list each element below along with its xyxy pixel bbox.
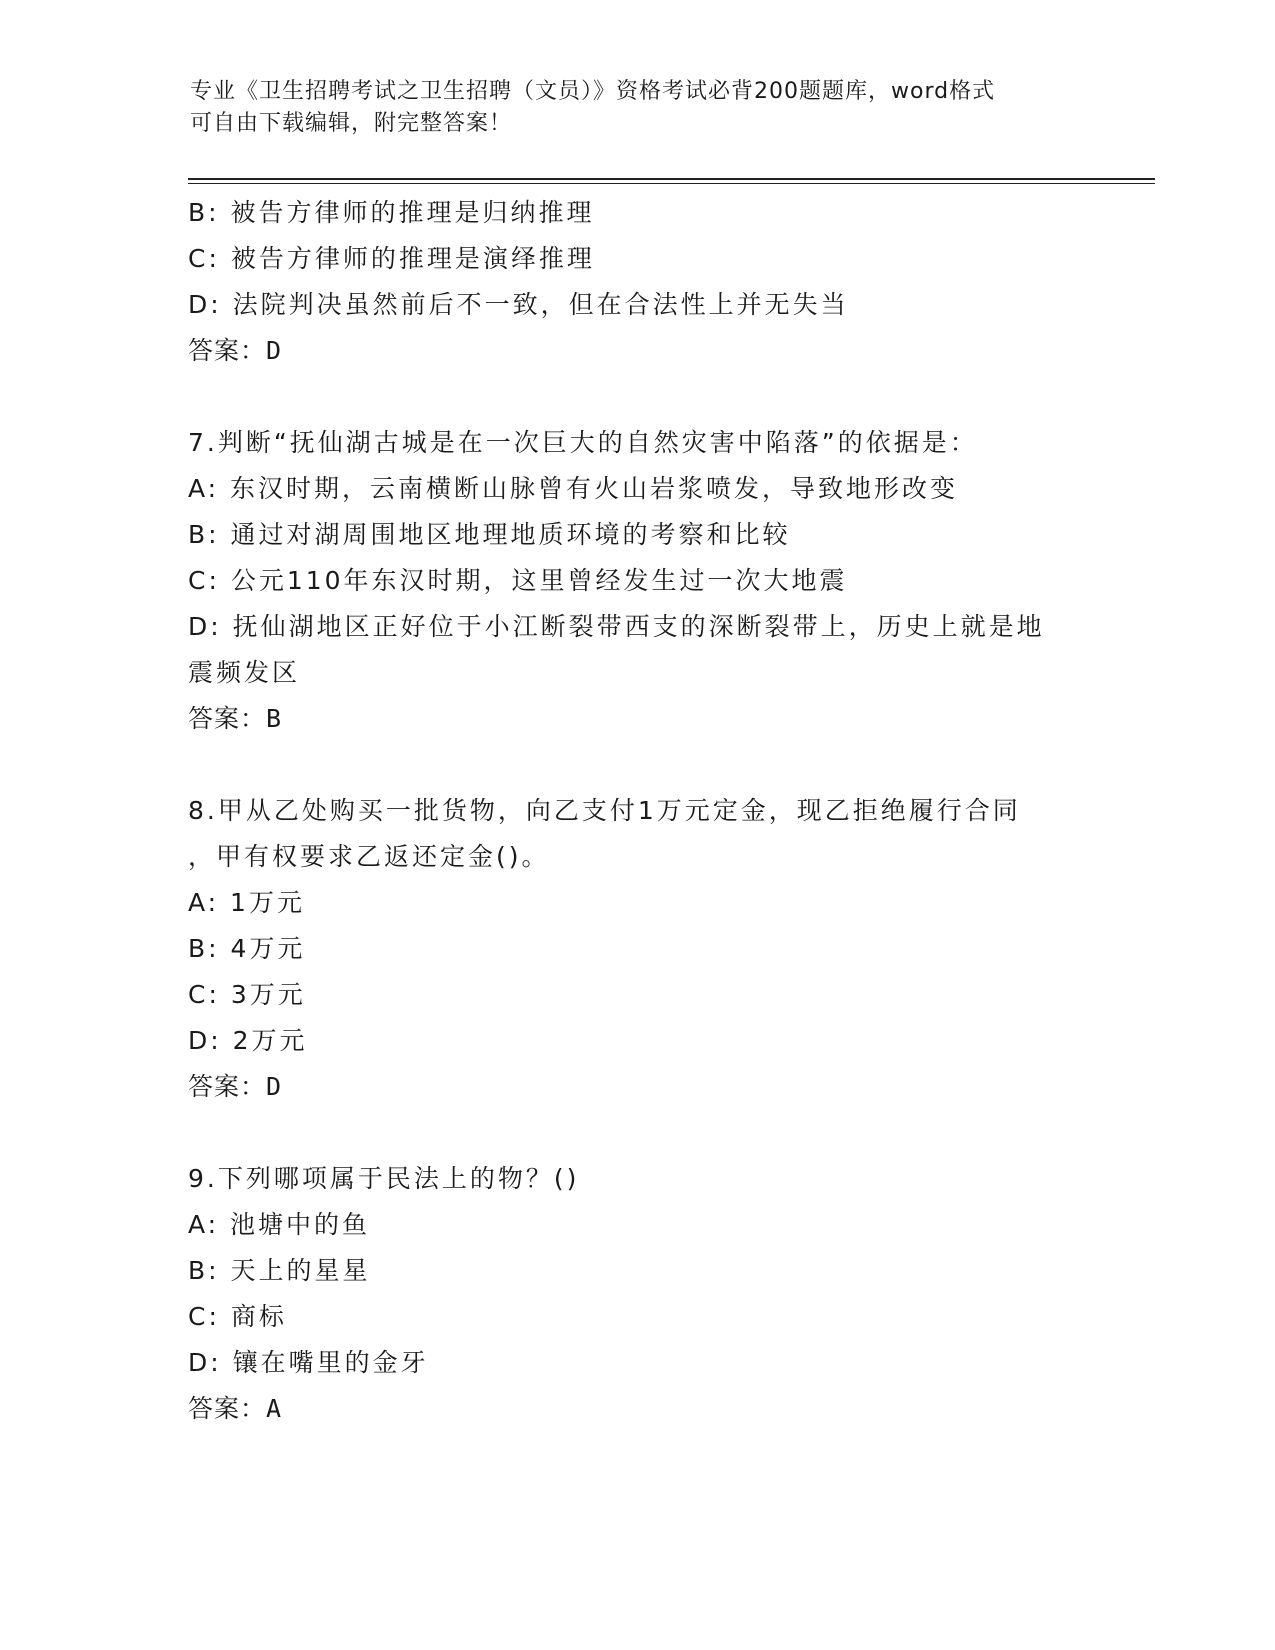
option-c: C: 被告方律师的推理是演绎推理 bbox=[188, 244, 595, 273]
option-b: B: 通过对湖周围地区地理地质环境的考察和比较 bbox=[188, 520, 791, 549]
answer-value: A bbox=[266, 1394, 283, 1423]
option-c: C: 商标 bbox=[188, 1302, 287, 1331]
header-line-2: 可自由下载编辑，附完整答案！ bbox=[190, 111, 513, 136]
option-a: A: 东汉时期，云南横断山脉曾有火山岩浆喷发，导致地形改变 bbox=[188, 474, 959, 503]
option-b: B: 天上的星星 bbox=[188, 1256, 371, 1285]
option-d: D: 镶在嘴里的金牙 bbox=[188, 1348, 429, 1377]
answer-line bbox=[188, 696, 1088, 742]
answer-value: B bbox=[266, 704, 283, 733]
question-stem: 7.判断“抚仙湖古城是在一次巨大的自然灾害中陷落”的依据是： bbox=[188, 428, 978, 457]
option-c: C: 公元110年东汉时期，这里曾经发生过一次大地震 bbox=[188, 566, 848, 595]
option-a: A: 1万元 bbox=[188, 888, 305, 917]
question-7 bbox=[188, 420, 1088, 742]
header-divider-thin bbox=[188, 183, 1155, 184]
question-8 bbox=[188, 788, 1088, 1110]
option-d: D: 抚仙湖地区正好位于小江断裂带西支的深断裂带上，历史上就是地 bbox=[188, 612, 1045, 641]
option-d: D: 法院判决虽然前后不一致，但在合法性上并无失当 bbox=[188, 290, 849, 319]
option-b: B: 被告方律师的推理是归纳推理 bbox=[188, 198, 595, 227]
answer-label: 答案： bbox=[188, 704, 267, 733]
answer-value: D bbox=[266, 336, 283, 365]
document-header bbox=[190, 76, 1090, 140]
document-body bbox=[188, 190, 1088, 1432]
answer-line bbox=[188, 1064, 1088, 1110]
question-6-continued bbox=[188, 190, 1088, 374]
header-line-1: 专业《卫生招聘考试之卫生招聘（文员）》资格考试必背200题题库，word格式 bbox=[190, 79, 996, 104]
answer-value: D bbox=[266, 1072, 283, 1101]
answer-label: 答案： bbox=[188, 1072, 267, 1101]
option-b: B: 4万元 bbox=[188, 934, 306, 963]
question-stem: 9.下列哪项属于民法上的物？() bbox=[188, 1164, 580, 1193]
option-a: A: 池塘中的鱼 bbox=[188, 1210, 371, 1239]
answer-label: 答案： bbox=[188, 1394, 267, 1423]
answer-label: 答案： bbox=[188, 336, 267, 365]
answer-line bbox=[188, 328, 1088, 374]
question-stem-continued: ，甲有权要求乙返还定金()。 bbox=[188, 842, 550, 871]
answer-line bbox=[188, 1386, 1088, 1432]
option-d: D: 2万元 bbox=[188, 1026, 308, 1055]
question-9 bbox=[188, 1156, 1088, 1432]
question-stem: 8.甲从乙处购买一批货物，向乙支付1万元定金，现乙拒绝履行合同 bbox=[188, 796, 1021, 825]
option-c: C: 3万元 bbox=[188, 980, 306, 1009]
header-divider-thick bbox=[188, 178, 1155, 180]
option-d-continued: 震频发区 bbox=[188, 658, 301, 687]
